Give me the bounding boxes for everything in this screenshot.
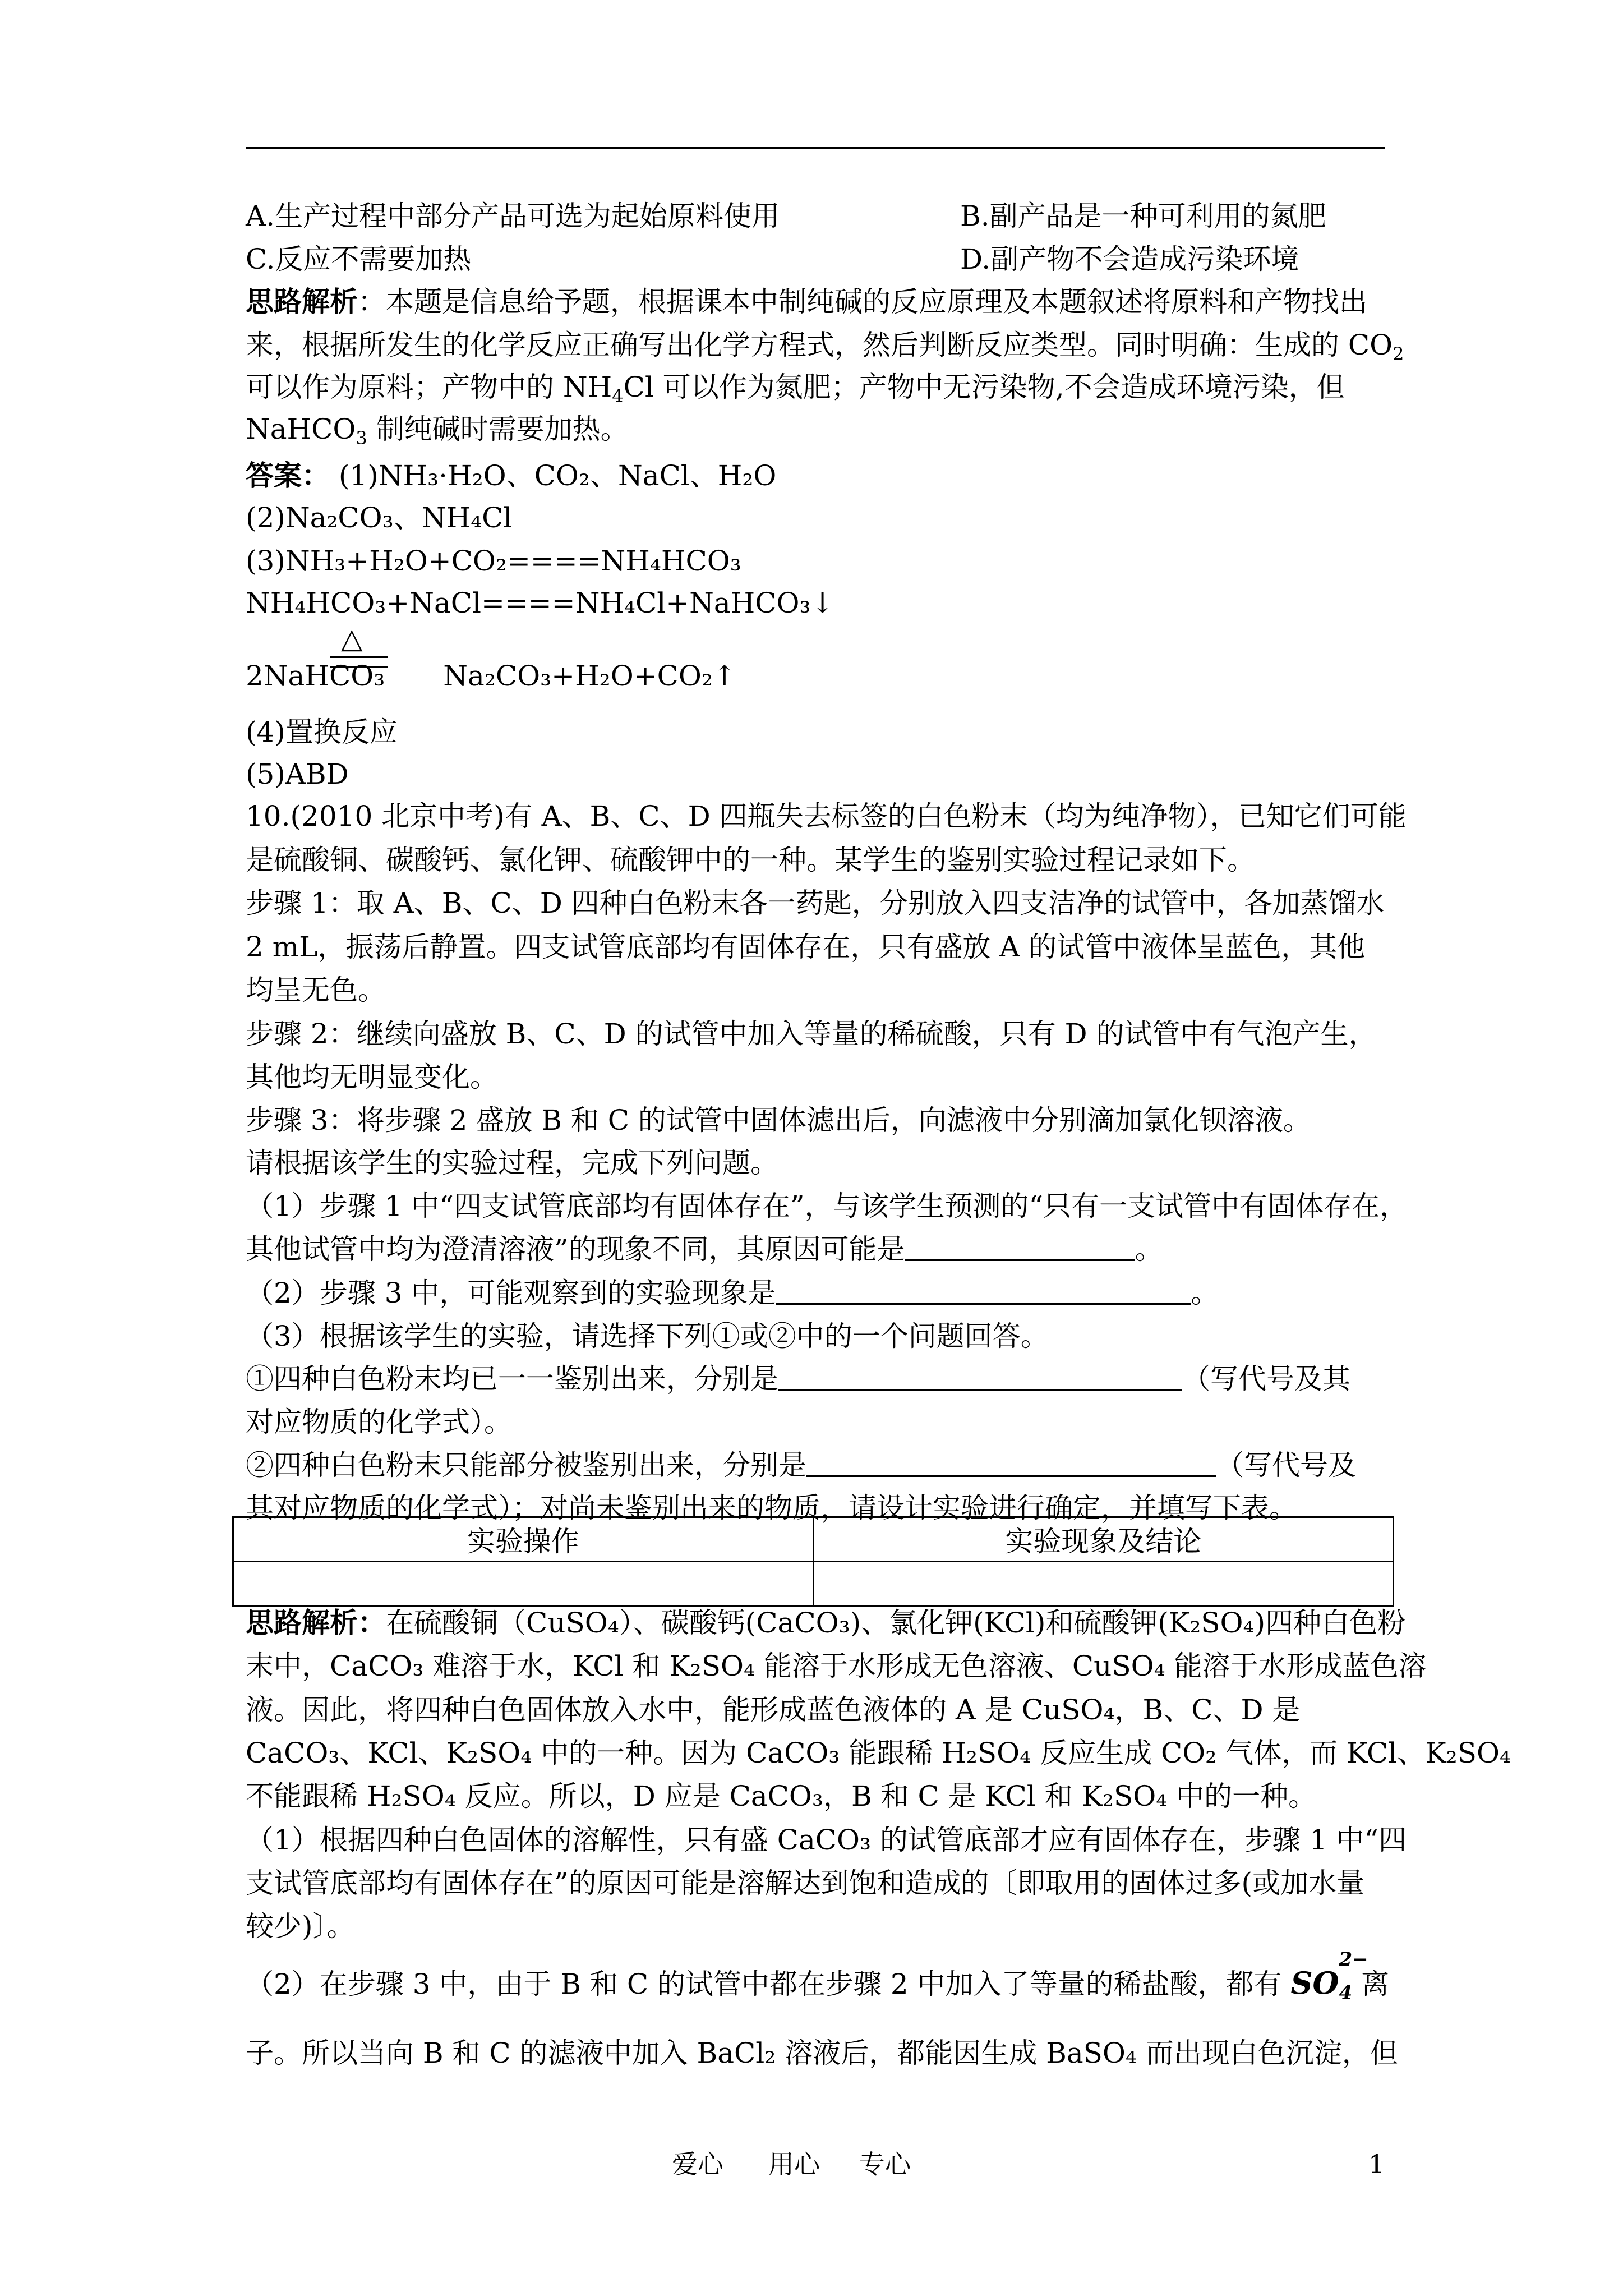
q10-step2-a: 步骤 2：继续向盛放 B、C、D 的试管中加入等量的稀硫酸，只有 D 的试管中有气泡产生，: [246, 1018, 1377, 1050]
answer-1: 答案： (1)NH₃·H₂O、CO₂、NaCl、H₂O: [246, 459, 777, 492]
analysis-label: 思路解析: [246, 285, 358, 318]
q10-option1-a: ①四种白色粉末均已一一鉴别出来，分别是 （写代号及其: [246, 1363, 1350, 1395]
answer-3c: 2NaHCO₃ △ Na₂CO₃+H₂O+CO₂↑: [246, 622, 736, 692]
page-number: 1: [1368, 2149, 1385, 2179]
choice-d: D.副产物不会造成污染环境: [960, 243, 1299, 275]
answer-3b: NH₄HCO₃+NaCl====NH₄Cl+NaHCO₃↓: [246, 587, 834, 619]
experiment-table: [232, 1516, 1394, 1607]
answer-4: (4)置换反应: [246, 716, 398, 748]
q10-part2: （2）步骤 3 中，可能观察到的实验现象是 。: [246, 1277, 1219, 1309]
answer-blank-1[interactable]: [905, 1235, 1135, 1261]
analysis2-line3: 液。因此，将四种白色固体放入水中，能形成蓝色液体的 A 是 CuSO₄，B、C、D 是: [246, 1694, 1301, 1726]
analysis1-line3: 可以作为原料；产物中的 $NH_4Cl$ 可以作为氮肥；产物中无污染物,不会造成环境污染，但: [246, 371, 1345, 407]
q10-step2-b: 其他均无明显变化。: [246, 1061, 498, 1093]
header-rule: [246, 147, 1385, 149]
analysis2-line7: 支试管底部均有固体存在”的原因可能是溶解达到饱和造成的〔即取用的固体过多(或加水量: [246, 1867, 1365, 1899]
footer-motto-2: 用心: [768, 2149, 820, 2179]
table-header-operation: 实验操作: [233, 1517, 814, 1562]
answer-blank-3[interactable]: [778, 1364, 1182, 1391]
choice-b: B.副产品是一种可利用的氮肥: [960, 200, 1326, 232]
analysis2-line6: （1）根据四种白色固体的溶解性，只有盛 CaCO₃ 的试管底部才应有固体存在，步骤 1 中“四: [246, 1824, 1407, 1856]
analysis2-line4: CaCO₃、KCl、K₂SO₄ 中的一种。因为 CaCO₃ 能跟稀 H₂SO₄ 反应生成 CO₂ 气体，而 KCl、K₂SO₄: [246, 1737, 1511, 1769]
analysis2-line8: 较少)〕。: [246, 1910, 355, 1943]
q10-intro: 请根据该学生的实验过程，完成下列问题。: [246, 1147, 778, 1179]
answer-blank-2[interactable]: [776, 1278, 1191, 1305]
footer-motto-1: 爱心: [672, 2149, 723, 2179]
q10-part1-a: （1）步骤 1 中“四支试管底部均有固体存在”，与该学生预测的“只有一支试管中有固体存在，: [246, 1190, 1408, 1222]
table-cell-operation[interactable]: [233, 1562, 814, 1606]
q10-part1-b: 其他试管中均为澄清溶液”的现象不同，其原因可能是 。: [246, 1233, 1163, 1266]
footer-motto-3: 专心: [859, 2149, 911, 2179]
q10-line1: 10.(2010 北京中考)有 A、B、C、D 四瓶失去标签的白色粉末（均为纯净物），已知它们可能: [246, 800, 1407, 832]
analysis2-line2: 末中，CaCO₃ 难溶于水，KCl 和 K₂SO₄ 能溶于水形成无色溶液、CuSO₄ 能溶于水形成蓝色溶: [246, 1650, 1427, 1682]
answer-blank-4[interactable]: [806, 1451, 1216, 1477]
analysis2-line1: 思路解析：在硫酸铜（CuSO₄）、碳酸钙(CaCO₃)、氯化钾(KCl)和硫酸钾(K₂SO₄)四种白色粉: [246, 1606, 1406, 1639]
q10-step1-a: 步骤 1：取 A、B、C、D 四种白色粉末各一药匙，分别放入四支洁净的试管中，各加蒸馏水: [246, 887, 1385, 919]
heat-symbol: △: [341, 622, 363, 655]
answer-2: (2)Na₂CO₃、NH₄Cl: [246, 501, 513, 534]
answer-label: 答案：: [246, 459, 330, 492]
q10-option2-a: ②四种白色粉末只能部分被鉴别出来，分别是 （写代号及: [246, 1449, 1356, 1481]
reaction-equals: [330, 656, 388, 668]
q10-part3: （3）根据该学生的实验，请选择下列①或②中的一个问题回答。: [246, 1320, 1049, 1352]
analysis1-line4: NaHCO$_3$ 制纯碱时需要加热。: [246, 413, 629, 449]
analysis2-line5: 不能跟稀 H₂SO₄ 反应。所以，D 应是 CaCO₃，B 和 C 是 KCl 和 K₂SO₄ 中的一种。: [246, 1780, 1317, 1812]
table-cell-result[interactable]: [813, 1562, 1394, 1606]
analysis2-line10: 子。所以当向 B 和 C 的滤液中加入 BaCl₂ 溶液后，都能因生成 BaSO₄ 而出现白色沉淀，但: [246, 2037, 1398, 2069]
table-header-result: 实验现象及结论: [813, 1517, 1394, 1562]
answer-5: (5)ABD: [246, 758, 349, 790]
analysis1-line2: 来，根据所发生的化学反应正确写出化学方程式，然后判断反应类型。同时明确：生成的 $CO_2$: [246, 329, 1404, 365]
answer-3: (3)NH₃+H₂O+CO₂====NH₄HCO₃: [246, 545, 741, 577]
sulfate-ion: $SO_4$ 2−: [1290, 1948, 1368, 2004]
q10-step3: 步骤 3：将步骤 2 盛放 B 和 C 的试管中固体滤出后，向滤液中分别滴加氯化钡溶液。: [246, 1104, 1311, 1137]
q10-line2: 是硫酸铜、碳酸钙、氯化钾、硫酸钾中的一种。某学生的鉴别实验过程记录如下。: [246, 844, 1255, 876]
q10-step1-c: 均呈无色。: [246, 974, 386, 1006]
q10-step1-b: 2 mL，振荡后静置。四支试管底部均有固体存在，只有盛放 A 的试管中液体呈蓝色，其他: [246, 931, 1366, 963]
choice-c: C.反应不需要加热: [246, 243, 472, 275]
analysis2-line9: （2）在步骤 3 中，由于 B 和 C 的试管中都在步骤 2 中加入了等量的稀盐酸，都有 $SO_4$ 2− 离: [246, 1948, 1390, 2004]
q10-option2-b: 其对应物质的化学式）；对尚未鉴别出来的物质，请设计实验进行确定，并填写下表。: [246, 1492, 1297, 1524]
choice-a: A.生产过程中部分产品可选为起始原料使用: [246, 200, 780, 232]
analysis1-line1: 思路解析：本题是信息给予题，根据课本中制纯碱的反应原理及本题叙述将原料和产物找出: [246, 285, 1367, 318]
q10-option1-b: 对应物质的化学式）。: [246, 1406, 512, 1438]
